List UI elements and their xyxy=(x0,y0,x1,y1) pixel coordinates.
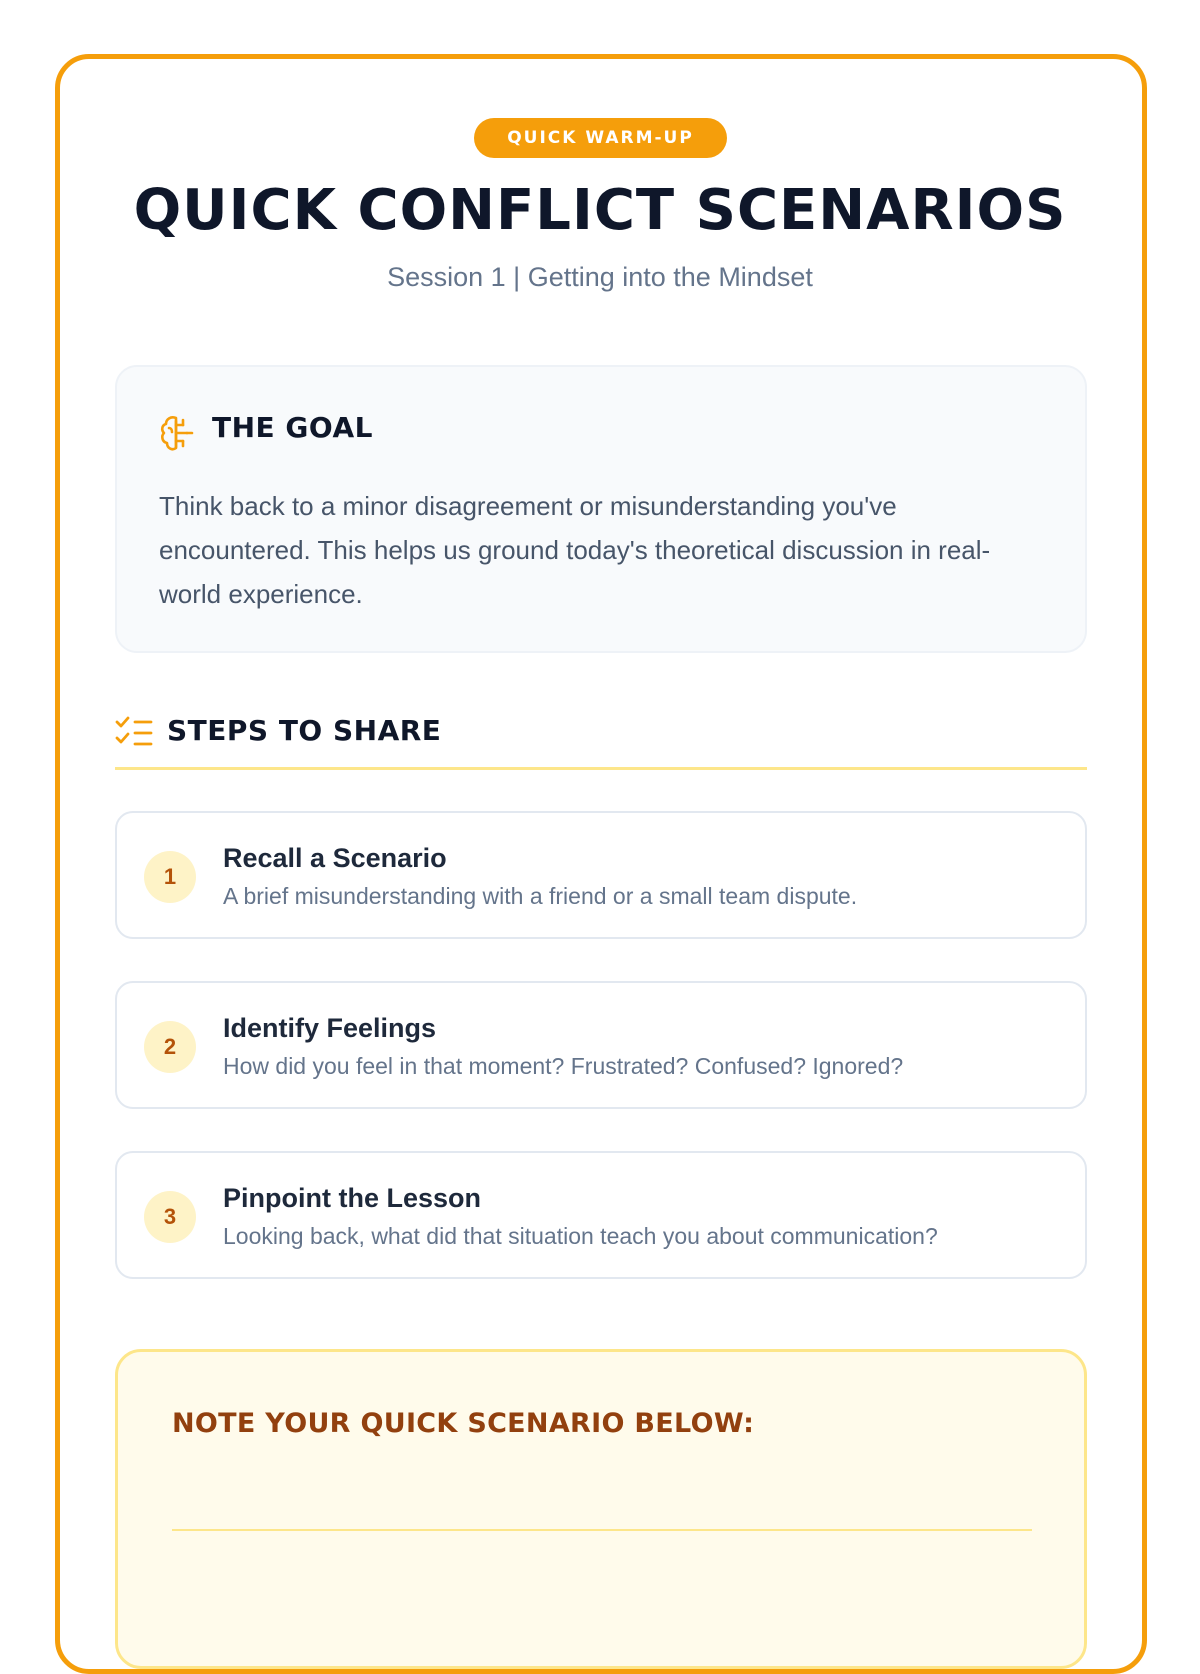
page-subtitle: Session 1 | Getting into the Mindset xyxy=(387,262,813,292)
step-title: Recall a Scenario xyxy=(223,843,447,873)
steps-heading: STEPS TO SHARE xyxy=(167,714,442,747)
checklist-icon xyxy=(115,716,153,750)
step-number: 2 xyxy=(144,1021,196,1073)
step-card xyxy=(115,981,1087,1109)
step-number: 3 xyxy=(144,1191,196,1243)
scenario-note-area[interactable] xyxy=(115,1349,1087,1669)
goal-description: Think back to a minor disagreement or misunderstanding you've encountered. This helps us ground today's theoretical discussion in real-world experience. xyxy=(159,491,991,609)
step-description: Looking back, what did that situation teach you about communication? xyxy=(223,1223,938,1249)
step-card xyxy=(115,811,1087,939)
warm-up-badge: QUICK WARM-UP xyxy=(474,118,727,158)
page-title: QUICK CONFLICT SCENARIOS xyxy=(133,178,1067,243)
steps-header xyxy=(115,708,1087,770)
note-writing-line[interactable] xyxy=(172,1529,1032,1531)
step-card xyxy=(115,1151,1087,1279)
goal-section xyxy=(115,365,1087,653)
step-title: Identify Feelings xyxy=(223,1013,437,1043)
step-description: A brief misunderstanding with a friend or a small team dispute. xyxy=(223,883,858,909)
step-number: 1 xyxy=(144,851,196,903)
step-title: Pinpoint the Lesson xyxy=(223,1183,482,1213)
note-heading: NOTE YOUR QUICK SCENARIO BELOW: xyxy=(172,1408,755,1439)
step-description: How did you feel in that moment? Frustrated? Confused? Ignored? xyxy=(223,1053,904,1079)
goal-heading: THE GOAL xyxy=(212,411,373,444)
brain-icon xyxy=(159,413,197,453)
